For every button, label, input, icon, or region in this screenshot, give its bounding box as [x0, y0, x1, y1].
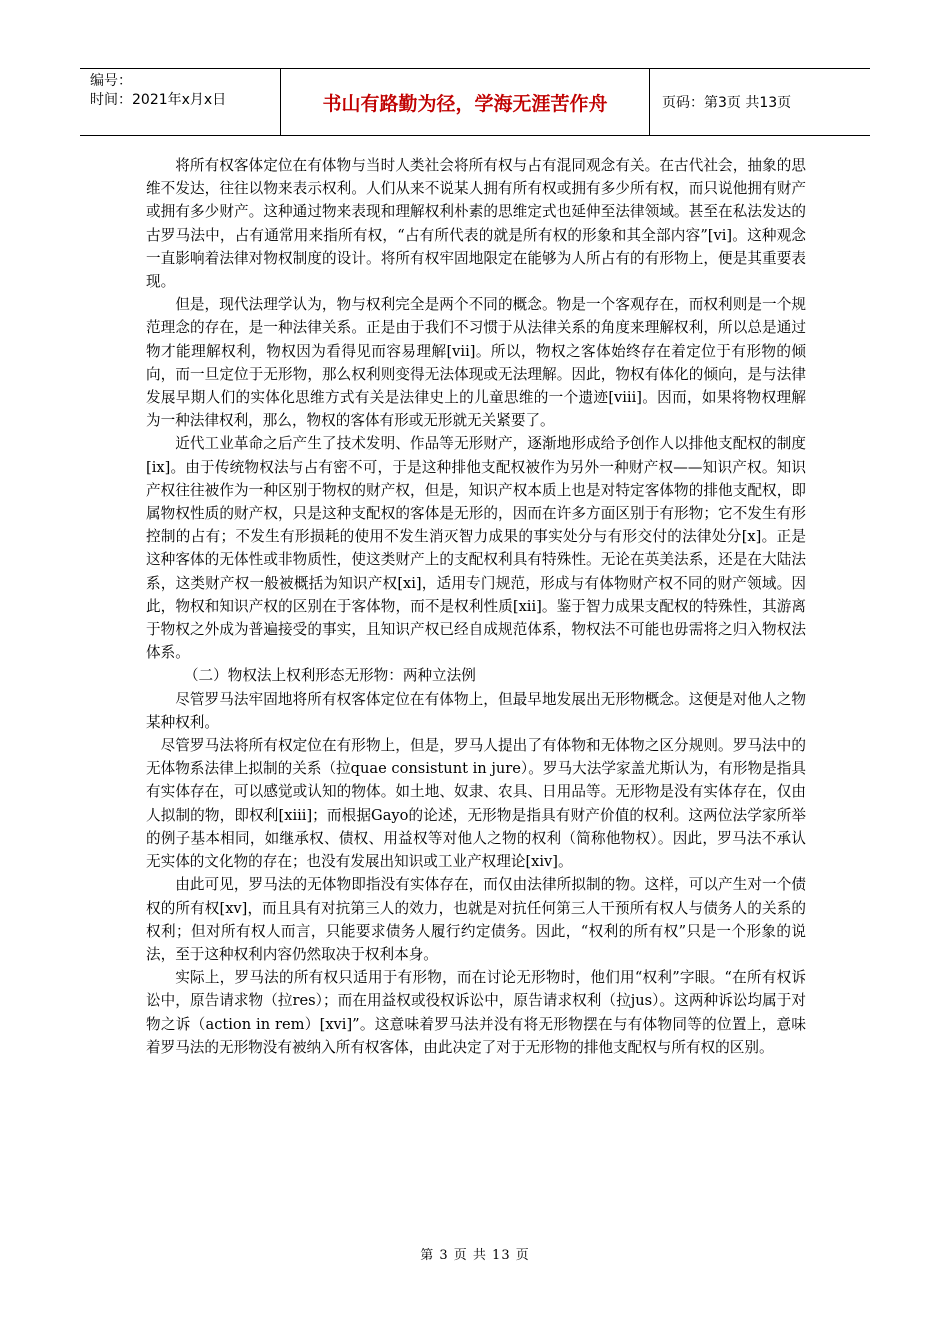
- paragraph: 将所有权客体定位在有体物与当时人类社会将所有权与占有混同观念有关。在古代社会，抽象的思维不发达，往往以物来表示权利。人们从来不说某人拥有所有权或拥有多少所有权，而只说他拥有财产或拥有多少财产。这种通过物来表现和理解权利朴素的思维定式也延伸至法律领域。甚至在私法发达的古罗马法中，占有通常用来指所有权，“占有所代表的就是所有权的形象和其全部内容”[vi]。这种观念一直影响着法律对物权制度的设计。将所有权牢固地限定在能够为人所占有的有形物上，便是其重要表现。: [146, 157, 806, 291]
- page-footer: 第 3 页 共 13 页: [420, 1248, 530, 1263]
- header-motto: 书山有路勤为径，学海无涯苦作舟: [280, 69, 650, 135]
- paragraph: 近代工业革命之后产生了技术发明、作品等无形财产，逐渐地形成给予创作人以排他支配权的制度[ix]。由于传统物权法与占有密不可，于是这种排他支配权被作为另外一种财产权——知识产权。知识产权往往被作为一种区别于物权的财产权，但是，知识产权本质上也是对特定客体物的排他支配权，即属物权性质的财产权，只是这种支配权的客体是无形的，因而在许多方面区别于有形物；它不发生有形控制的占有；不发生有形损耗的使用不发生消灭智力成果的事实处分与有形交付的法律处分[x]。正是这种客体的无体性或非物质性，使这类财产上的支配权利具有特殊性。无论在英美法系，还是在大陆法系，这类财产权一般被概括为知识产权[xi]，适用专门规范，形成与有体物财产权不同的财产领域。因此，物权和知识产权的区别在于客体物，而不是权利性质[xii]。鉴于智力成果支配权的特殊性，其游离于物权之外成为普遍接受的事实，且知识产权已经自成规范体系，物权法不可能也毋需将之归入物权法体系。: [146, 435, 806, 662]
- paragraph: 由此可见，罗马法的无体物即指没有实体存在，而仅由法律所拟制的物。这样，可以产生对一个债权的所有权[xv]，而且具有对抗第三人的效力，也就是对抗任何第三人干预所有权人与债务人的关系的权利；但对所有权人而言，只能要求债务人履行约定债务。因此，“权利的所有权”只是一个形象的说法，至于这种权利内容仍然取决于权利本身。: [146, 876, 806, 963]
- paragraph: 尽管罗马法牢固地将所有权客体定位在有体物上，但最早地发展出无形物概念。这便是对他人之物某种权利。: [146, 690, 806, 731]
- document-body: [146, 154, 806, 1059]
- paragraph: 实际上，罗马法的所有权只适用于有形物，而在讨论无形物时，他们用“权利”字眼。“在所有权诉讼中，原告请求物（拉res）；而在用益权或役权诉讼中，原告请求权利（拉jus）。这两种诉讼均属于对物之诉（action in rem）[xvi]”。这意味着罗马法并没有将无形物摆在与有体物同等的位置上，意味着罗马法的无形物没有被纳入所有权客体，由此决定了对于无形物的排他支配权与所有权的区别。: [146, 969, 806, 1056]
- page-header: [80, 68, 870, 136]
- paragraph: 尽管罗马法将所有权定位在有形物上，但是，罗马人提出了有体物和无体物之区分规则。罗马法中的无体物系法律上拟制的关系（拉quae consistunt in jure）。罗马大法学家盖尤斯认为，有形物是指具有实体存在，可以感觉或认知的物体。如土地、奴隶、农具、日用品等。无形物是没有实体存在，仅由人拟制的物，即权利[xiii]；而根据Gayo的论述，无形物是指具有财产价值的权利。这两位法学家所举的例子基本相同，如继承权、债权、用益权等对他人之物的权利（简称他物权）。因此，罗马法不承认无实体的文化物的存在；也没有发展出知识或工业产权理论[xiv]。: [146, 737, 806, 871]
- header-page-info: 页码：第3页 共13页: [662, 95, 792, 111]
- paragraph: 但是，现代法理学认为，物与权利完全是两个不同的概念。物是一个客观存在，而权利则是一个规范理念的存在，是一种法律关系。正是由于我们不习惯于从法律关系的角度来理解权利，所以总是通过物才能理解权利，物权因为看得见而容易理解[vii]。所以，物权之客体始终存在着定位于有形物的倾向，而一旦定位于无形物，那么权利则变得无法体现或无法理解。因此，物权有体化的倾向，是与法律发展早期人们的实体化思维方式有关是法律史上的儿童思维的一个遗迹[viii]。因而，如果将物权理解为一种法律权利，那么，物权的客体有形或无形就无关紧要了。: [146, 296, 806, 430]
- section-heading: （二）物权法上权利形态无形物：两种立法例: [183, 667, 476, 685]
- number-label: 编号：: [90, 73, 132, 89]
- header-meta: [80, 69, 280, 135]
- date-label: 时间：2021年x月x日: [90, 92, 227, 108]
